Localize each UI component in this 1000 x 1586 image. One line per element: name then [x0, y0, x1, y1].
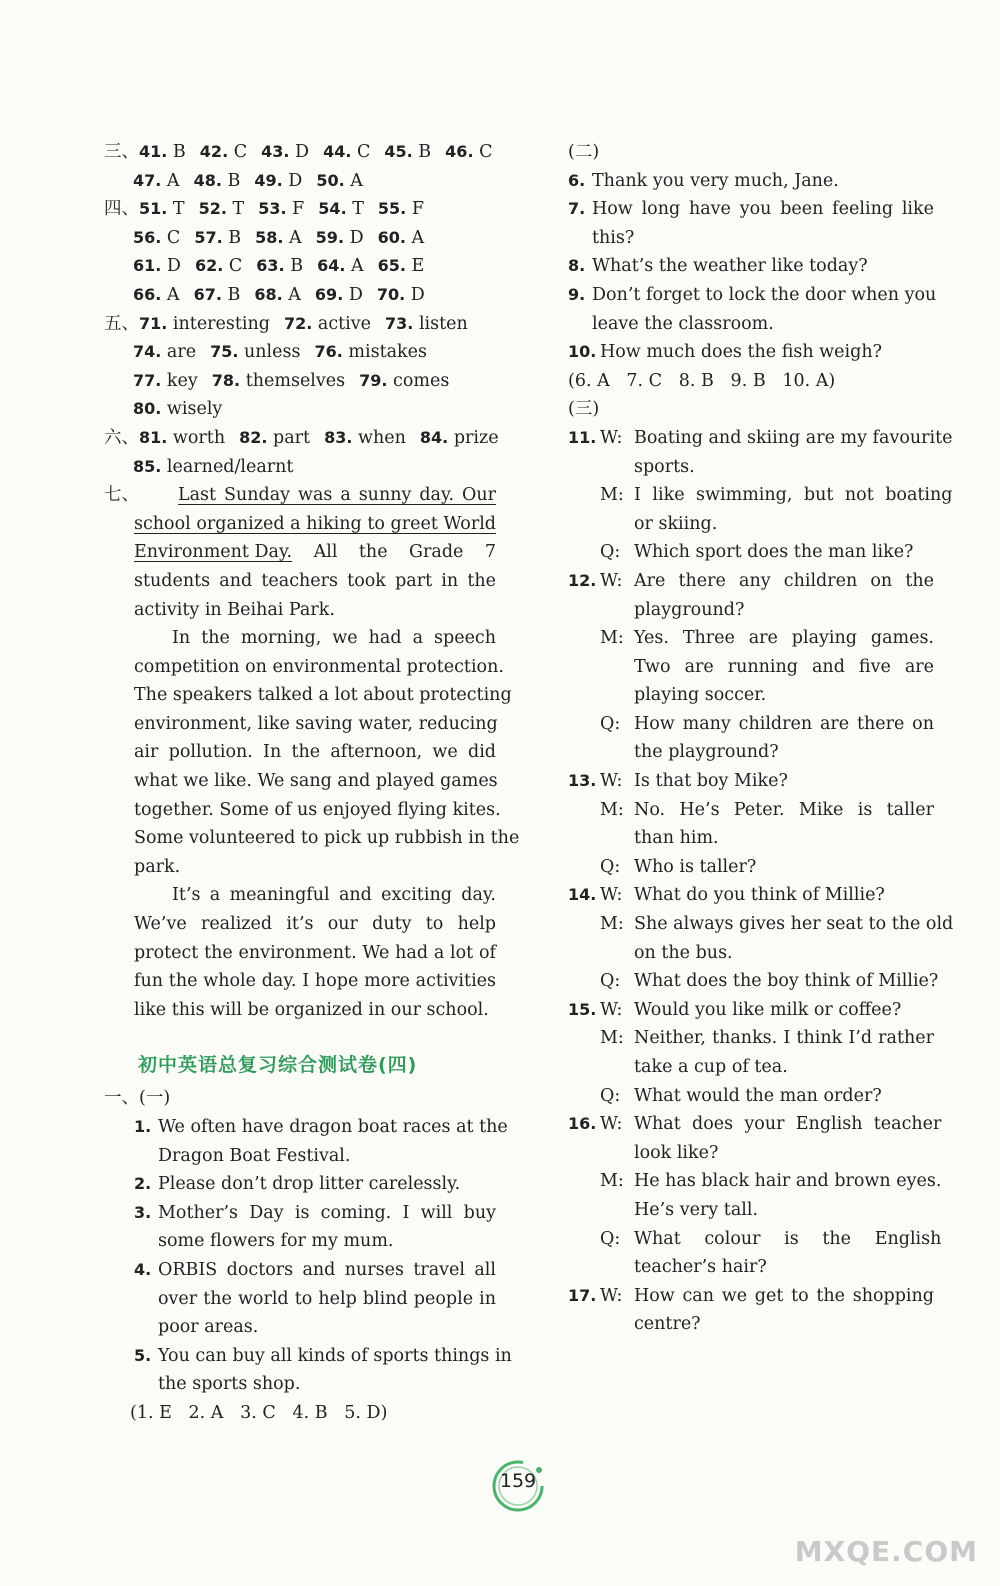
item-number: 17. — [568, 1285, 597, 1305]
answer-number: 68. — [254, 284, 283, 304]
answer-value: D — [348, 284, 363, 305]
item-number: 5. — [134, 1345, 152, 1365]
item-text: over the world to help blind people in — [158, 1288, 496, 1309]
essay-text: air pollution. In the afternoon, we did — [134, 742, 496, 763]
item-number: 12. — [568, 570, 597, 590]
item-number: 2. — [134, 1174, 152, 1194]
answer-value: A — [350, 170, 363, 191]
answer-value: A — [288, 284, 301, 305]
essay-text: park. — [134, 856, 181, 877]
item-text: ORBIS doctors and nurses travel all — [158, 1259, 496, 1280]
listening-item — [104, 1342, 512, 1399]
essay-line — [104, 481, 496, 510]
page-number-badge — [485, 1456, 551, 1516]
dialogue-text: No. He’s Peter. Mike is taller — [634, 799, 934, 820]
essay-line — [104, 510, 496, 539]
item-text: leave the classroom. — [592, 313, 774, 334]
dialogue-text: How can we get to the shopping — [634, 1285, 934, 1306]
answer-value: C — [479, 142, 493, 162]
right-column — [568, 138, 954, 1339]
speaker-label: Q: — [600, 856, 621, 877]
answer-row — [104, 224, 496, 253]
answer-number: 64. — [317, 256, 346, 276]
answer-number: 42. — [199, 142, 229, 161]
answer-value: D — [166, 256, 181, 277]
dialogue-text: What does the boy think of Millie? — [634, 971, 939, 992]
item-text: What’s the weather like today? — [592, 256, 868, 277]
dialogue-turn — [600, 1225, 941, 1282]
answer-number: 51. — [139, 199, 168, 219]
answer-number: 41. — [139, 142, 168, 161]
answer-number: 69. — [314, 284, 344, 304]
listening-item — [104, 1113, 508, 1170]
dialogue-turn — [600, 1024, 934, 1081]
essay-line — [104, 538, 496, 567]
speaker-label: M: — [600, 914, 624, 935]
item-number: 13. — [568, 771, 597, 791]
answer-value: A — [289, 227, 302, 248]
answer-value: E — [411, 256, 425, 277]
dialogue-turn — [600, 881, 953, 910]
speaker-label: Q: — [600, 713, 621, 734]
answer-key: (1. E 2. A 3. C 4. B 5. D) — [130, 1402, 388, 1423]
answer-number: 53. — [258, 199, 287, 219]
dialogue-text: Who is taller? — [634, 856, 757, 877]
dialogue-turn — [600, 710, 934, 767]
answer-row — [104, 167, 496, 196]
essay-text: Environment Day. — [134, 542, 293, 563]
dialogue-text: centre? — [634, 1314, 701, 1335]
item-text: Please don’t drop litter carelessly. — [158, 1174, 461, 1195]
dialogue-turn — [600, 996, 934, 1025]
dialogue-text: playing soccer. — [634, 685, 767, 706]
speaker-label: W: — [600, 427, 623, 448]
speaker-label: M: — [600, 485, 624, 506]
answer-value: themselves — [245, 370, 346, 391]
dialogue-turn — [600, 567, 934, 624]
answer-number: 62. — [194, 256, 224, 276]
dialogue-turn — [600, 1167, 941, 1224]
answer-number: 61. — [133, 256, 162, 276]
speaker-label: W: — [600, 570, 623, 591]
answer-row — [104, 338, 496, 367]
essay-line — [104, 967, 496, 996]
dialogue-text: on the bus. — [634, 942, 733, 963]
dialogue-item — [568, 881, 954, 995]
item-number: 10. — [568, 342, 597, 362]
speaker-label: M: — [600, 1028, 624, 1049]
answer-value: C — [166, 227, 181, 248]
essay-text: In the morning, we had a speech — [172, 628, 496, 649]
dialogue-turn — [600, 910, 953, 967]
essay-text: fun the whole day. I hope more activities — [134, 971, 496, 992]
answer-number: 60. — [377, 227, 406, 247]
answer-value: comes — [393, 370, 450, 391]
speaker-label: W: — [600, 885, 623, 906]
answer-number: 63. — [256, 256, 285, 276]
speaker-label: W: — [600, 999, 623, 1020]
answer-number: 84. — [419, 427, 449, 447]
left-column — [104, 138, 520, 1428]
item-number: 1. — [134, 1117, 152, 1136]
answer-number: 49. — [254, 170, 283, 190]
dialogue-text: He’s very tall. — [634, 1199, 759, 1220]
essay-line — [104, 738, 496, 767]
answer-value: B — [418, 142, 432, 162]
dialogue-text: What does your English teacher — [634, 1114, 942, 1135]
answer-number: 75. — [210, 342, 239, 362]
essay-line — [104, 796, 501, 825]
essay-line — [104, 881, 496, 910]
answer-number: 44. — [323, 142, 352, 161]
answer-key: (6. A 7. C 8. B 9. B 10. A) — [568, 370, 836, 391]
essay-line — [104, 567, 496, 596]
dialogue-item — [568, 1110, 942, 1282]
essay-text: students and teachers took part in the — [134, 570, 496, 591]
answer-value: key — [166, 370, 198, 391]
answer-value: B — [290, 256, 304, 277]
dialogue-text: look like? — [634, 1142, 719, 1163]
item-text: poor areas. — [158, 1317, 259, 1338]
answer-number: 54. — [318, 199, 347, 219]
dialogue-turn — [600, 853, 934, 882]
item-text: Don’t forget to lock the door when you — [592, 284, 937, 305]
item-text: Dragon Boat Festival. — [158, 1145, 351, 1166]
answer-number: 78. — [211, 370, 241, 390]
speaker-label: Q: — [600, 1228, 621, 1249]
dialogue-turn — [600, 1082, 934, 1111]
answer-row — [104, 367, 496, 396]
item-number: 16. — [568, 1114, 597, 1134]
dialogue-text: Boating and skiing are my favourite — [634, 427, 953, 448]
answer-number: 57. — [194, 227, 223, 247]
answer-number: 58. — [255, 227, 284, 247]
test-heading: 初中英语总复习综合测试卷(四) — [138, 1054, 418, 1077]
item-number: 14. — [568, 885, 597, 905]
speaker-label: Q: — [600, 1085, 621, 1106]
answer-value: mistakes — [348, 342, 427, 363]
listening-item — [568, 338, 934, 367]
dialogue-text: What colour is the English — [634, 1228, 942, 1249]
dialogue-text: Two are running and five are — [634, 656, 934, 677]
item-text: We often have dragon boat races at the — [158, 1117, 508, 1137]
answer-row — [104, 395, 496, 424]
item-text: How long have you been feeling like — [592, 199, 934, 220]
answer-number: 83. — [324, 427, 353, 447]
item-text: this? — [592, 227, 635, 248]
answer-value: A — [166, 170, 180, 191]
answer-value: F — [292, 199, 305, 220]
answer-row — [104, 281, 496, 310]
answer-number: 80. — [133, 399, 162, 419]
section-label: (二) — [568, 142, 600, 162]
speaker-label: M: — [600, 799, 624, 820]
item-number: 7. — [568, 199, 586, 219]
dialogue-text: How many children are there on — [634, 713, 934, 734]
answer-value: F — [411, 199, 424, 220]
answer-value: C — [356, 142, 371, 162]
dialogue-text: take a cup of tea. — [634, 1057, 788, 1077]
answer-number: 59. — [315, 227, 345, 247]
section-label: (三) — [568, 399, 600, 420]
item-number: 9. — [568, 284, 586, 304]
dialogue-text: Yes. Three are playing games. — [634, 628, 934, 649]
section-label: 三、 — [104, 142, 139, 162]
dialogue-turn — [600, 481, 953, 538]
item-text: some flowers for my mum. — [158, 1231, 394, 1252]
watermark-logo — [792, 1506, 982, 1568]
essay-text: what we like. We sang and played games — [134, 771, 498, 792]
essay-line — [104, 853, 496, 882]
speaker-label: Q: — [600, 971, 621, 992]
listening-item — [104, 1199, 496, 1256]
essay-line — [104, 624, 496, 653]
answer-row — [104, 310, 496, 339]
answer-value: D — [410, 284, 425, 305]
listening-item — [568, 281, 937, 338]
essay-line — [104, 681, 512, 710]
dialogue-text: Are there any children on the — [634, 570, 934, 591]
answer-value: A — [411, 227, 425, 248]
essay-text: activity in Beihai Park. — [134, 599, 335, 620]
essay-text: The speakers talked a lot about protecting — [134, 685, 512, 706]
answer-value: active — [317, 313, 372, 334]
item-text: You can buy all kinds of sports things in — [158, 1345, 512, 1366]
dialogue-text: than him. — [634, 828, 719, 849]
dialogue-item — [568, 767, 934, 881]
section-label: 一、(一) — [104, 1088, 171, 1109]
answer-value: unless — [244, 342, 301, 363]
item-number: 6. — [568, 170, 586, 190]
item-number: 8. — [568, 256, 586, 276]
answer-number: 81. — [139, 427, 168, 447]
essay-line — [104, 710, 496, 739]
answer-number: 73. — [385, 313, 414, 333]
answer-number: 45. — [384, 142, 413, 161]
section-label: 六、 — [104, 427, 139, 448]
answer-value: D — [295, 142, 310, 162]
essay-text: We’ve realized it’s our duty to help — [134, 914, 496, 935]
essay-text: All the Grade 7 — [292, 542, 496, 563]
answer-number: 47. — [133, 170, 162, 190]
essay-line — [104, 939, 496, 968]
essay-line — [104, 996, 496, 1025]
answer-value: C — [228, 256, 243, 277]
dialogue-turn — [600, 624, 934, 710]
watermark-text: MXQE.COM — [794, 1535, 978, 1568]
answer-value: A — [350, 256, 364, 277]
essay-text: Some volunteered to pick up rubbish in the — [134, 828, 520, 849]
item-text: the sports shop. — [158, 1374, 301, 1395]
section-label: 七、 — [104, 485, 139, 506]
speaker-label: M: — [600, 1171, 624, 1192]
item-number: 3. — [134, 1202, 152, 1222]
listening-item — [568, 195, 934, 252]
answer-value: part — [273, 427, 311, 448]
answer-value: T — [172, 199, 185, 220]
dialogue-turn — [600, 967, 953, 996]
speaker-label: M: — [600, 628, 624, 649]
answer-number: 74. — [133, 342, 162, 362]
answer-value: listen — [418, 313, 468, 334]
answer-row — [104, 252, 496, 281]
answer-row — [104, 195, 496, 224]
item-text: Mother’s Day is coming. I will buy — [158, 1202, 496, 1223]
answer-value: T — [232, 199, 245, 220]
answer-row — [104, 138, 496, 167]
essay-line — [104, 596, 496, 625]
answer-number: 48. — [193, 170, 222, 190]
dialogue-text: playground? — [634, 599, 745, 620]
dialogue-text: the playground? — [634, 742, 779, 763]
dialogue-turn — [600, 767, 934, 796]
answer-number: 56. — [133, 227, 162, 247]
dialogue-text: Is that boy Mike? — [634, 771, 788, 792]
page-number: 159 — [499, 1470, 537, 1492]
answer-value: T — [352, 199, 364, 220]
dialogue-text: Which sport does the man like? — [634, 542, 914, 563]
essay-line — [104, 824, 520, 853]
answer-value: are — [166, 342, 197, 363]
speaker-label: W: — [600, 1285, 623, 1306]
answer-number: 79. — [359, 370, 388, 390]
dialogue-item — [568, 567, 934, 767]
answer-value: C — [233, 142, 248, 162]
dialogue-text: Would you like milk or coffee? — [634, 999, 902, 1020]
answer-value: learned/learnt — [166, 456, 294, 477]
answer-value: B — [227, 284, 241, 305]
answer-value: D — [349, 227, 364, 248]
answer-number: 65. — [377, 256, 406, 276]
answer-number: 67. — [193, 284, 222, 304]
answer-value: B — [227, 170, 241, 191]
answer-number: 50. — [316, 170, 345, 190]
answer-row — [104, 424, 499, 453]
essay-text: school organized a hiking to greet World — [134, 513, 496, 534]
dialogue-text: I like swimming, but not boating — [634, 485, 953, 506]
essay-text: like this will be organized in our school. — [134, 999, 489, 1020]
essay-text: protect the environment. We had a lot of — [134, 942, 496, 963]
essay-line — [104, 910, 496, 939]
dialogue-text: sports. — [634, 456, 695, 477]
answer-number: 70. — [376, 284, 406, 304]
dialogue-turn — [600, 796, 934, 853]
item-number: 11. — [568, 427, 597, 447]
dialogue-text: Neither, thanks. I think I’d rather — [634, 1028, 934, 1049]
listening-item — [568, 252, 934, 281]
answer-number: 55. — [377, 199, 407, 219]
essay-text: It’s a meaningful and exciting day. — [172, 885, 496, 906]
dialogue-text: What do you think of Millie? — [634, 885, 885, 906]
dialogue-item — [568, 1282, 934, 1339]
item-number: 4. — [134, 1259, 152, 1279]
answer-value: D — [288, 170, 303, 191]
item-text: Thank you very much, Jane. — [592, 170, 839, 191]
answer-value: B — [228, 227, 242, 248]
answer-number: 46. — [445, 142, 474, 161]
answer-number: 66. — [133, 284, 162, 304]
dialogue-turn — [600, 1110, 941, 1167]
essay-text: competition on environmental protection. — [134, 656, 504, 677]
dialogue-text: He has black hair and brown eyes. — [634, 1171, 942, 1192]
essay-line — [104, 653, 504, 682]
answer-number: 52. — [198, 199, 227, 219]
item-text: How much does the fish weigh? — [600, 342, 882, 363]
listening-item — [104, 1256, 496, 1342]
answer-number: 77. — [133, 370, 162, 390]
speaker-label: W: — [600, 1114, 623, 1135]
answer-value: worth — [172, 427, 226, 448]
answer-value: prize — [453, 427, 499, 448]
listening-item — [568, 167, 934, 196]
listening-item — [104, 1170, 496, 1199]
essay-line — [104, 767, 496, 796]
essay-text: together. Some of us enjoyed flying kites. — [134, 799, 501, 820]
dialogue-text: teacher’s hair? — [634, 1257, 767, 1278]
answer-value: B — [172, 142, 186, 162]
answer-number: 43. — [261, 142, 290, 161]
answer-number: 71. — [139, 313, 168, 333]
essay-text: environment, like saving water, reducing — [134, 713, 498, 734]
dialogue-turn — [600, 1282, 934, 1339]
section-label: 五、 — [104, 313, 139, 334]
essay-text: Last Sunday was a sunny day. Our — [178, 485, 496, 506]
speaker-label: W: — [600, 771, 623, 792]
answer-value: interesting — [172, 313, 270, 334]
dialogue-item — [568, 424, 953, 567]
answer-value: wisely — [166, 399, 223, 420]
answer-number: 76. — [314, 342, 343, 362]
answer-value: when — [358, 427, 406, 448]
dialogue-text: What would the man order? — [634, 1085, 882, 1106]
answer-row — [104, 453, 496, 482]
item-number: 15. — [568, 999, 597, 1019]
dialogue-item — [568, 996, 934, 1110]
section-label: 四、 — [104, 199, 139, 220]
answer-number: 85. — [133, 456, 162, 476]
dialogue-turn — [600, 538, 953, 567]
dialogue-text: She always gives her seat to the old — [634, 914, 954, 935]
answer-number: 72. — [283, 313, 313, 333]
answer-value: A — [166, 284, 180, 305]
speaker-label: Q: — [600, 542, 621, 563]
answer-number: 82. — [239, 427, 268, 447]
dialogue-turn — [600, 424, 953, 481]
dialogue-text: or skiing. — [634, 513, 718, 534]
